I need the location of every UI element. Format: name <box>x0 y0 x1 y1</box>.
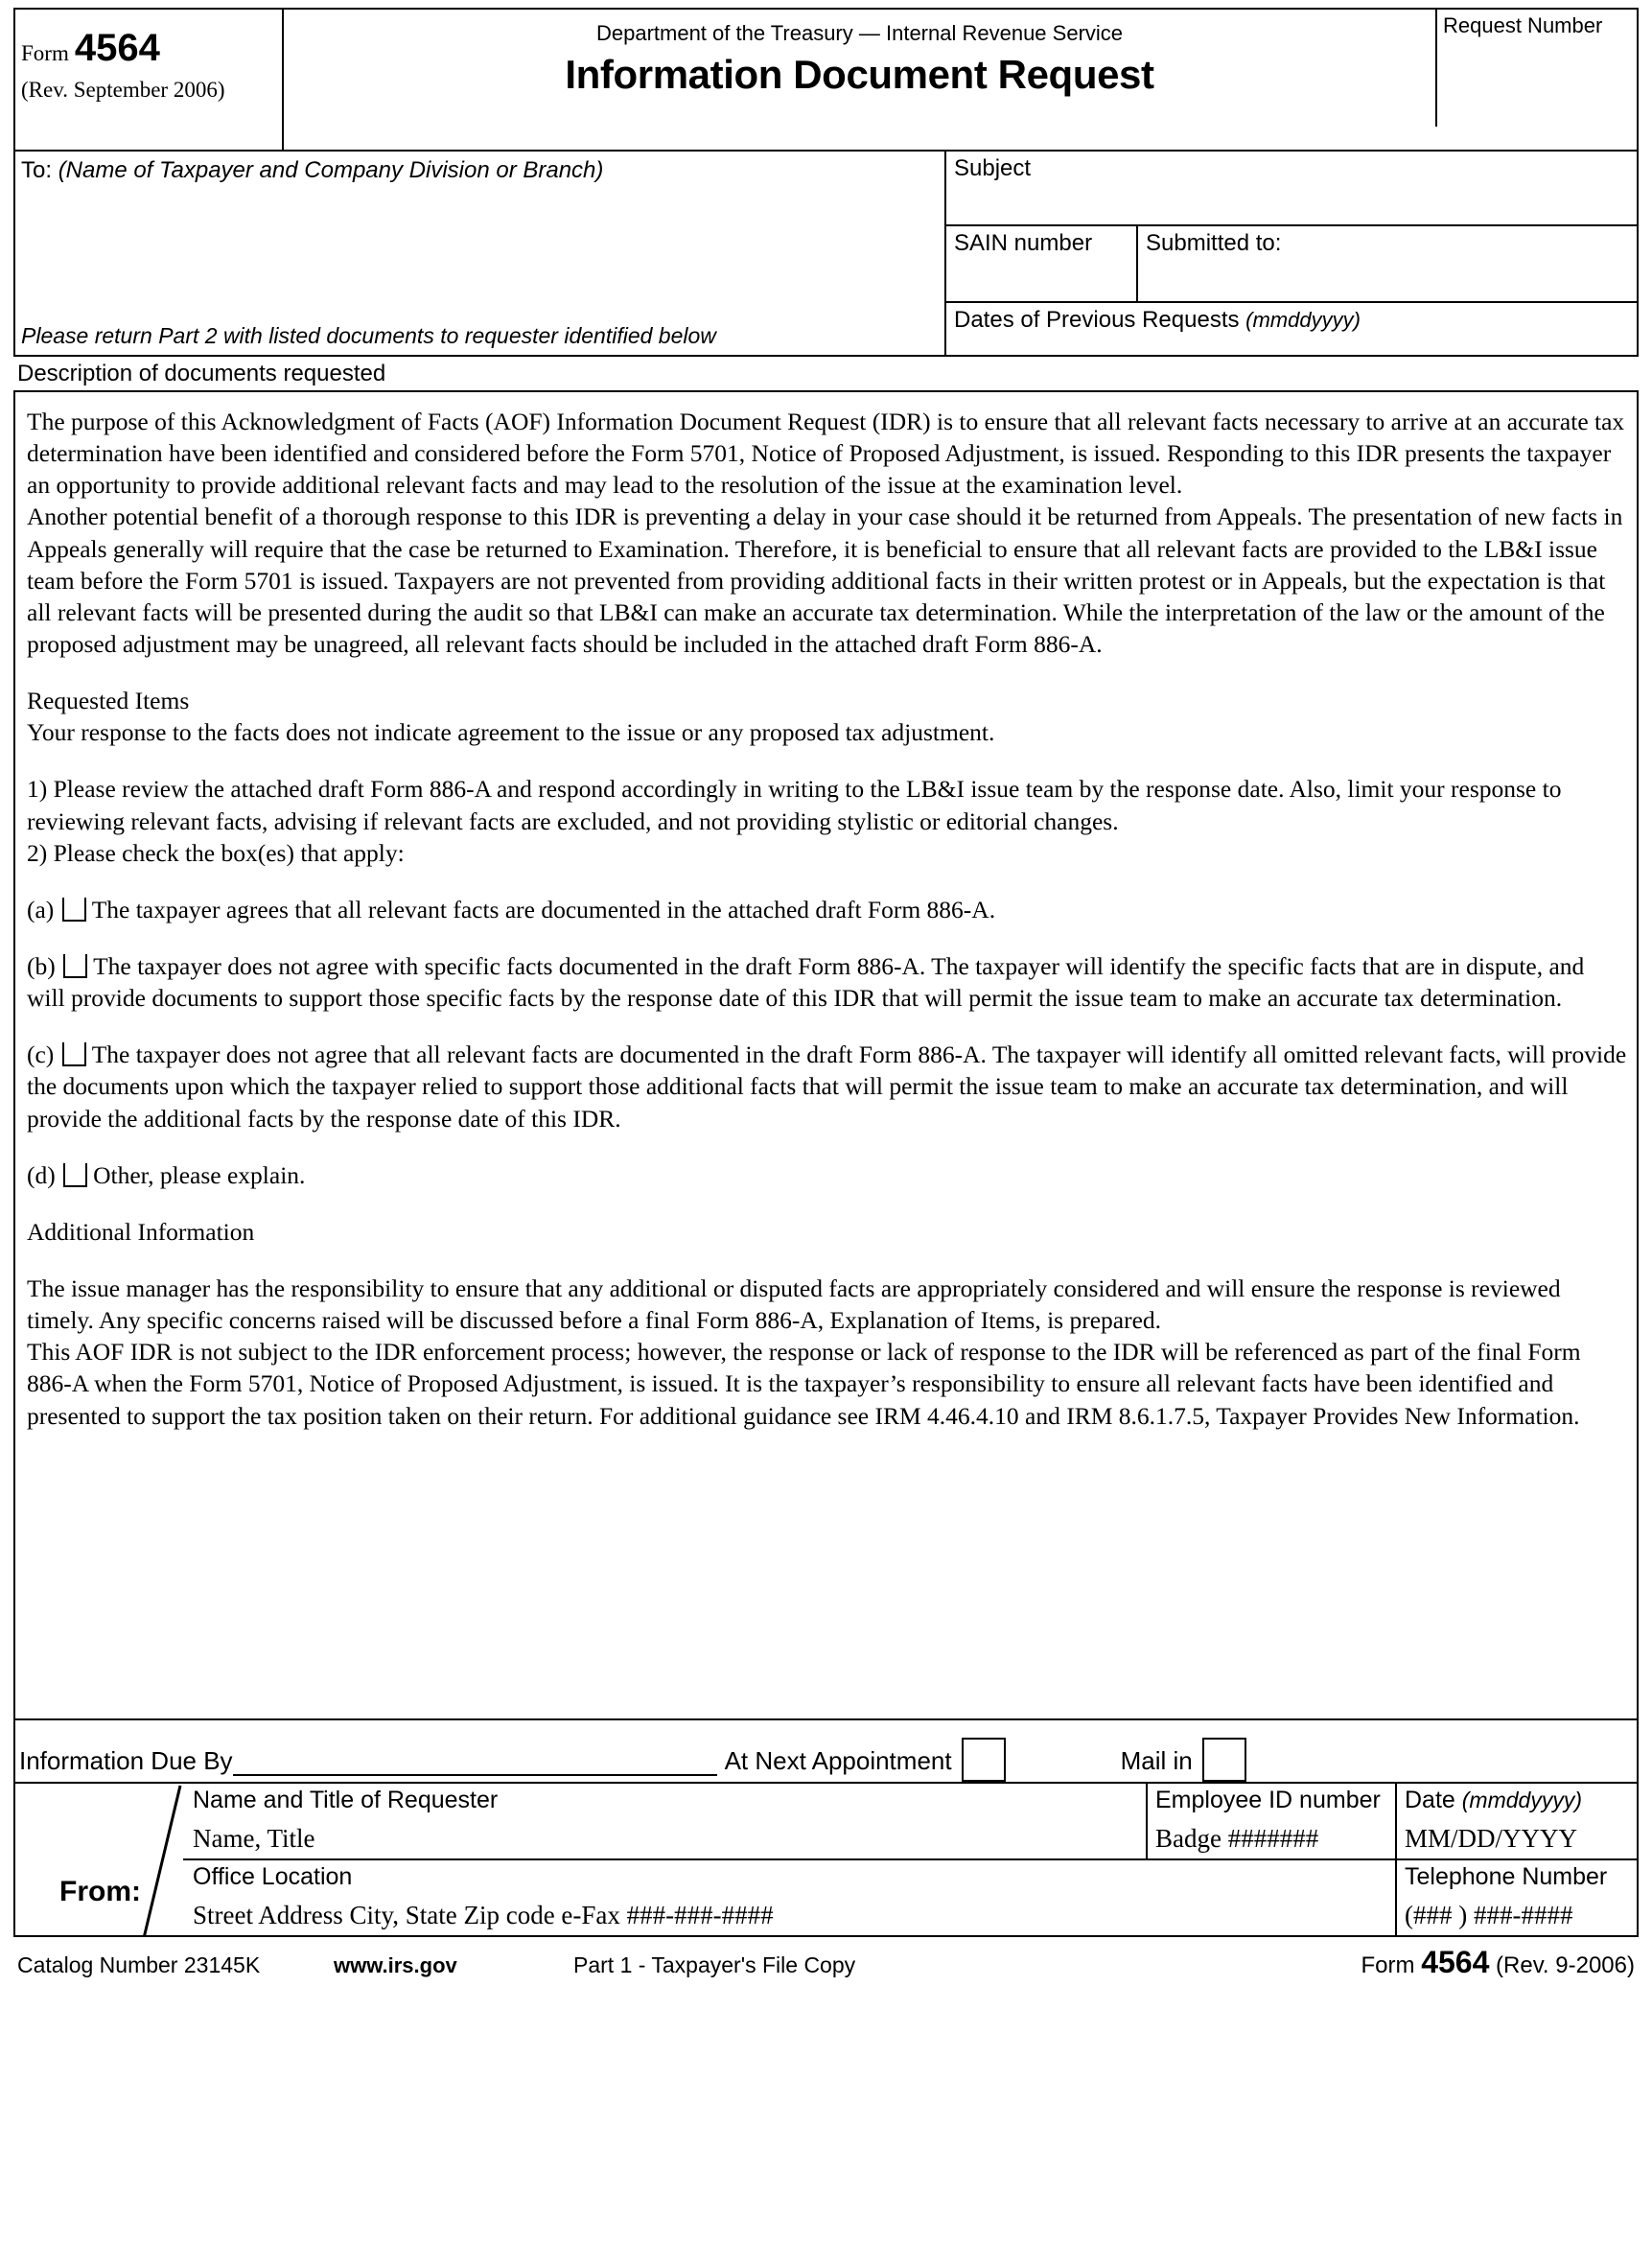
checkbox-letter-d: (d) <box>27 1160 56 1189</box>
dates-label-format: (mmddyyyy) <box>1245 308 1361 332</box>
date-cell[interactable] <box>1397 1784 1637 1858</box>
form-number: 4564 <box>74 27 160 69</box>
telephone-value: (### ) ###-#### <box>1405 1901 1573 1929</box>
form-word-label: Form <box>21 41 69 65</box>
description-label: Description of documents requested <box>17 361 386 386</box>
form-title-block <box>284 10 1435 150</box>
footer-form-word: Form <box>1361 1952 1422 1978</box>
page-title: Information Document Request <box>565 52 1154 97</box>
subject-label: Subject <box>954 155 1032 181</box>
information-due-by-label: Information Due By <box>19 1746 233 1775</box>
checkbox-b-text: The taxpayer does not agree with specific facts documented in the draft Form 886-A. The taxpayer will identify the specific facts that are in dispute, and will provide documents to support those specific facts by the response date of this IDR that will permit the issue team to make an accurate tax determination. <box>27 951 1585 1013</box>
checkbox-c[interactable] <box>62 1042 86 1066</box>
subject-side-block <box>946 152 1637 355</box>
footer-form-number <box>1361 1945 1635 1980</box>
name-title-cell[interactable] <box>183 1784 1148 1858</box>
spacer <box>27 1014 1627 1039</box>
mail-in-label: Mail in <box>1120 1746 1193 1775</box>
taxpayer-name-field[interactable] <box>15 152 946 355</box>
irs-website[interactable]: www.irs.gov <box>334 1953 457 1977</box>
form-identity-block <box>15 10 284 150</box>
name-title-value: Name, Title <box>193 1824 315 1853</box>
spacer <box>27 925 1627 950</box>
checkbox-d[interactable] <box>63 1163 87 1187</box>
subject-field[interactable] <box>946 152 1637 226</box>
requester-row-2 <box>183 1860 1637 1935</box>
sain-number-field[interactable] <box>946 226 1138 301</box>
office-location-cell[interactable] <box>183 1860 1397 1935</box>
item-2-text: 2) Please check the box(es) that apply: <box>27 838 405 867</box>
to-label <box>21 157 944 184</box>
requester-details <box>183 1784 1637 1935</box>
to-subject-block <box>13 150 1639 357</box>
footer-form-rev: (Rev. 9-2006) <box>1489 1952 1635 1978</box>
part-copy-label: Part 1 - Taxpayer's File Copy <box>573 1952 856 1977</box>
checkbox-row-c <box>27 1039 1627 1134</box>
requested-items-heading: Requested Items <box>27 687 190 715</box>
date-header-format: (mmddyyyy) <box>1461 1788 1582 1812</box>
from-label-cell <box>15 1784 183 1935</box>
name-title-header: Name and Title of Requester <box>193 1787 499 1813</box>
request-number-label: Request Number <box>1443 13 1603 37</box>
date-value: MM/DD/YYYY <box>1405 1824 1578 1853</box>
spacer <box>27 869 1627 894</box>
item-1-text: 1) Please review the attached draft Form 886-A and respond accordingly in writing to the LB&I issue team by the response date. Also, limit your response to reviewing relevant facts, advising if relevant facts are excluded, and not providing stylistic or editorial changes. <box>27 775 1562 835</box>
catalog-number: Catalog Number 23145K <box>17 1952 261 1977</box>
submitted-to-field[interactable] <box>1138 226 1637 301</box>
description-body <box>13 390 1639 1718</box>
from-label: From: <box>59 1876 141 1907</box>
checkbox-a-text: The taxpayer agrees that all relevant facts are documented in the attached draft Form 886-A. <box>91 895 996 923</box>
information-due-by-input[interactable] <box>233 1749 717 1776</box>
from-block <box>13 1782 1639 1937</box>
checkbox-row-a <box>27 894 1627 925</box>
checkbox-letter-c: (c) <box>27 1040 55 1069</box>
checkbox-a[interactable] <box>62 898 86 922</box>
checkbox-c-text: The taxpayer does not agree that all relevant facts are documented in the draft Form 886-A. The taxpayer will identify all omitted relevant facts, will provide the documents upon which the taxpayer relied to support those additional facts that will permit the issue team to make an accurate tax determination, and will provide the additional facts by the response date of this IDR. <box>27 1040 1627 1133</box>
employee-id-value: Badge ####### <box>1155 1824 1319 1853</box>
requester-row-1 <box>183 1784 1637 1860</box>
checkbox-row-d <box>27 1159 1627 1191</box>
checkbox-letter-b: (b) <box>27 951 56 980</box>
to-label-italic: (Name of Taxpayer and Company Division or Branch) <box>58 157 604 183</box>
request-number-field[interactable] <box>1435 10 1637 127</box>
requested-items-note: Your response to the facts does not indicate agreement to the issue or any proposed tax adjustment. <box>27 718 995 747</box>
date-header-text: Date <box>1405 1787 1462 1813</box>
checkbox-d-text: Other, please explain. <box>93 1160 306 1189</box>
from-slash-decoration <box>127 1784 184 1935</box>
sain-number-label: SAIN number <box>954 230 1093 256</box>
at-next-appointment-label: At Next Appointment <box>724 1746 952 1775</box>
date-header <box>1405 1787 1637 1814</box>
telephone-cell[interactable] <box>1397 1860 1637 1935</box>
footer-line <box>13 1937 1639 1980</box>
at-next-appointment-checkbox[interactable] <box>962 1738 1006 1782</box>
checkbox-row-b <box>27 950 1627 1014</box>
office-location-value: Street Address City, State Zip code e-Fax ###-###-#### <box>193 1901 774 1929</box>
checkbox-b[interactable] <box>63 954 87 978</box>
mail-in-checkbox[interactable] <box>1202 1738 1246 1782</box>
employee-id-cell[interactable] <box>1148 1784 1397 1858</box>
office-location-header: Office Location <box>193 1863 353 1890</box>
to-label-prefix: To: <box>21 157 58 183</box>
sain-submitted-row <box>946 226 1637 303</box>
return-part2-note: Please return Part 2 with listed documents to requester identified below <box>21 323 716 348</box>
telephone-header: Telephone Number <box>1405 1863 1608 1890</box>
paragraph-issue-manager: The issue manager has the responsibility to ensure that any additional or disputed facts are appropriately considered and will ensure the response is reviewed timely. Any specific concerns raised will be discussed before a final Form 886-A, Explanation of Items, is prepared. <box>27 1274 1561 1335</box>
paragraph-purpose: The purpose of this Acknowledgment of Facts (AOF) Information Document Request (IDR) is to ensure that all relevant facts necessary to arrive at an accurate tax determination have been identified and considered before the Form 5701, Notice of Proposed Adjustment, is issued. Responding to this IDR presents the taxpayer an opportunity to provide additional relevant facts and may lead to the resolution of the issue at the examination level. <box>27 408 1625 500</box>
previous-requests-field[interactable] <box>946 303 1637 355</box>
submitted-to-label: Submitted to: <box>1146 230 1282 256</box>
checkbox-letter-a: (a) <box>27 895 55 923</box>
additional-information-heading: Additional Information <box>27 1217 255 1246</box>
spacer <box>27 748 1627 773</box>
paragraph-enforcement: This AOF IDR is not subject to the IDR enforcement process; however, the response or lack of response to the IDR will be referenced as part of the final Form 886-A when the Form 5701, Notice of Proposed Adjustment, is issued. It is the taxpayer’s responsibility to ensure all relevant facts have been identified and presented to support the tax position taken on their return. For additional guidance see IRM 4.46.4.10 and IRM 8.6.1.7.5, Taxpayer Provides New Information. <box>27 1338 1581 1430</box>
paragraph-appeals: Another potential benefit of a thorough response to this IDR is preventing a delay in your case should it be returned from Appeals. The presentation of new facts in Appeals generally will require that the case be returned to Examination. Therefore, it is beneficial to ensure that all relevant facts are provided to the LB&I issue team before the Form 5701 is issued. Taxpayers are not prevented from providing additional facts in their written protest or in Appeals, but the expectation is that all relevant facts will be presented during the audit so that LB&I can make an accurate tax determination. While the interpretation of the law or the amount of the proposed adjustment may be unagreed, all relevant facts should be included in the attached draft Form 886-A. <box>27 502 1623 658</box>
spacer <box>27 1248 1627 1273</box>
dates-label: Dates of Previous Requests <box>954 307 1246 333</box>
information-due-row <box>13 1718 1639 1782</box>
spacer <box>27 1191 1627 1216</box>
form-header <box>13 8 1639 150</box>
spacer <box>27 1134 1627 1159</box>
spacer <box>27 660 1627 685</box>
form-revision: (Rev. September 2006) <box>21 78 225 102</box>
form-number-line <box>21 27 282 70</box>
department-line: Department of the Treasury — Internal Revenue Service <box>595 21 1124 45</box>
employee-id-header: Employee ID number <box>1155 1787 1381 1813</box>
footer-form-num: 4564 <box>1421 1945 1490 1979</box>
